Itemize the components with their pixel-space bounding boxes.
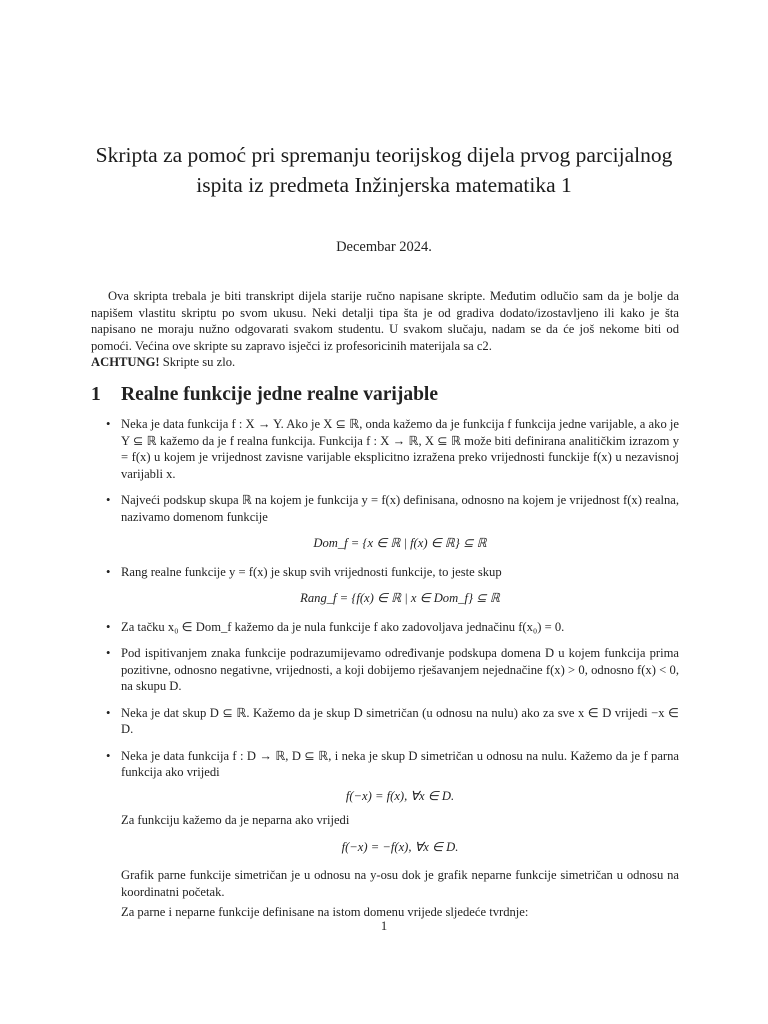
- list-item: [106, 619, 679, 636]
- section-number: 1: [91, 384, 101, 405]
- equation-even: f(−x) = f(x), ∀x ∈ D.: [345, 788, 455, 803]
- list-item: [106, 564, 679, 607]
- item-text: Najveći podskup skupa ℝ na kojem je funkcija y = f(x) definisana, odnosno na kojem je vrijednost f(x) realna, nazivamo domenom funkcije: [121, 493, 679, 524]
- bullet-icon: •: [106, 564, 111, 579]
- list-item: [106, 492, 679, 552]
- item-text: Neka je dat skup D ⊆ ℝ. Kažemo da je skup D simetričan (u odnosu na nulu) ako za sve x ∈ D vrijedi −x ∈ D.: [121, 705, 679, 736]
- bullet-icon: •: [106, 417, 111, 431]
- item-text: Neka je data funkcija f : X → Y. Ako je X ⊆ ℝ, onda kažemo da je funkcija f funkcija jedne varijable, a ako je Y ⊆ ℝ kažemo da je f realna funkcija. Funkcija f : X → ℝ, X ⊆ ℝ može biti definirana analitičkim izrazom y = f(x) u kojem je vrijednost zavisne varijable eksplicitno izražena preko vrijednosti funckije f(x) u nezavisnoj varijabli x.: [121, 417, 679, 481]
- odd-intro-text: Za funkciju kažemo da je neparna ako vrijedi: [121, 813, 350, 827]
- warning-text: Skripte su zlo.: [159, 355, 236, 369]
- warning-line: [91, 354, 679, 371]
- document-title: [60, 140, 708, 200]
- list-item: [106, 748, 679, 921]
- page-number: 1: [380, 919, 388, 933]
- item-text: Za tačku x₀ ∈ Dom_f kažemo da je nula funkcije f ako zadovoljava jednačinu f(x₀) = 0.: [121, 619, 565, 634]
- item-text: Neka je data funkcija f : D → ℝ, D ⊆ ℝ, i neka je skup D simetričan u odnosu na nulu. Kažemo da je f parna funkcija ako vrijedi: [121, 748, 679, 779]
- equation-range: Rang_f = {f(x) ∈ ℝ | x ∈ Dom_f} ⊆ ℝ: [300, 591, 500, 605]
- section-heading: [91, 384, 438, 406]
- bullet-icon: •: [106, 705, 111, 720]
- closing-text: Za parne i neparne funkcije definisane na istom domenu vrijede sljedeće tvrdnje:: [121, 905, 529, 919]
- bullet-icon: •: [106, 493, 111, 507]
- list-item: [106, 645, 679, 695]
- graph-note-text: Grafik parne funkcije simetričan je u odnosu na y-osu dok je grafik neparne funkcije simetričan u odnosu na koordinatni početak.: [121, 868, 679, 899]
- bullet-icon: •: [106, 619, 111, 634]
- abstract-text: Ova skripta trebala je biti transkript dijela starije ručno napisane skripte. Međutim odlučio sam da je bolje da napišem vlastitu skriptu po svom ukusu. Neki detalji tipa šta je od gradiva dodato/izostavljeno ili kako je šta napisano ne moraju nužno odgovarati svakom studentu. U svakom slučaju, nadam se da će još nekome biti od pomoći. Većina ove skripte su zapravo isječci iz profesoricinih materijala sa c2.: [91, 289, 679, 353]
- bullet-list: [106, 416, 679, 931]
- list-item: [106, 416, 679, 482]
- document-date: Decembar 2024.: [336, 239, 432, 255]
- item-text: Rang realne funkcije y = f(x) je skup svih vrijednosti funkcije, to jeste skup: [121, 564, 502, 579]
- title-line-1: Skripta za pomoć pri spremanju teorijskog dijela prvog parcijalnog: [95, 143, 673, 167]
- title-line-2: ispita iz predmeta Inžinjerska matematika 1: [196, 173, 572, 197]
- section-title: Realne funkcije jedne realne varijable: [121, 384, 439, 405]
- bullet-icon: •: [106, 748, 111, 763]
- abstract: [91, 288, 679, 371]
- equation-domain: Dom_f = {x ∈ ℝ | f(x) ∈ ℝ} ⊆ ℝ: [313, 536, 487, 550]
- bullet-icon: •: [106, 646, 111, 660]
- warning-bold: ACHTUNG!: [91, 355, 160, 369]
- item-text: Pod ispitivanjem znaka funkcije podrazumijevamo određivanje podskupa domena D u kojem funkcija prima pozitivne, odnosno negativne, vrijednosti, a koji dobijemo rješavanjem nejednačine f(x) > 0, odnosno f(x) < 0, na skupu D.: [121, 646, 679, 693]
- equation-odd: f(−x) = −f(x), ∀x ∈ D.: [341, 839, 459, 854]
- list-item: [106, 705, 679, 738]
